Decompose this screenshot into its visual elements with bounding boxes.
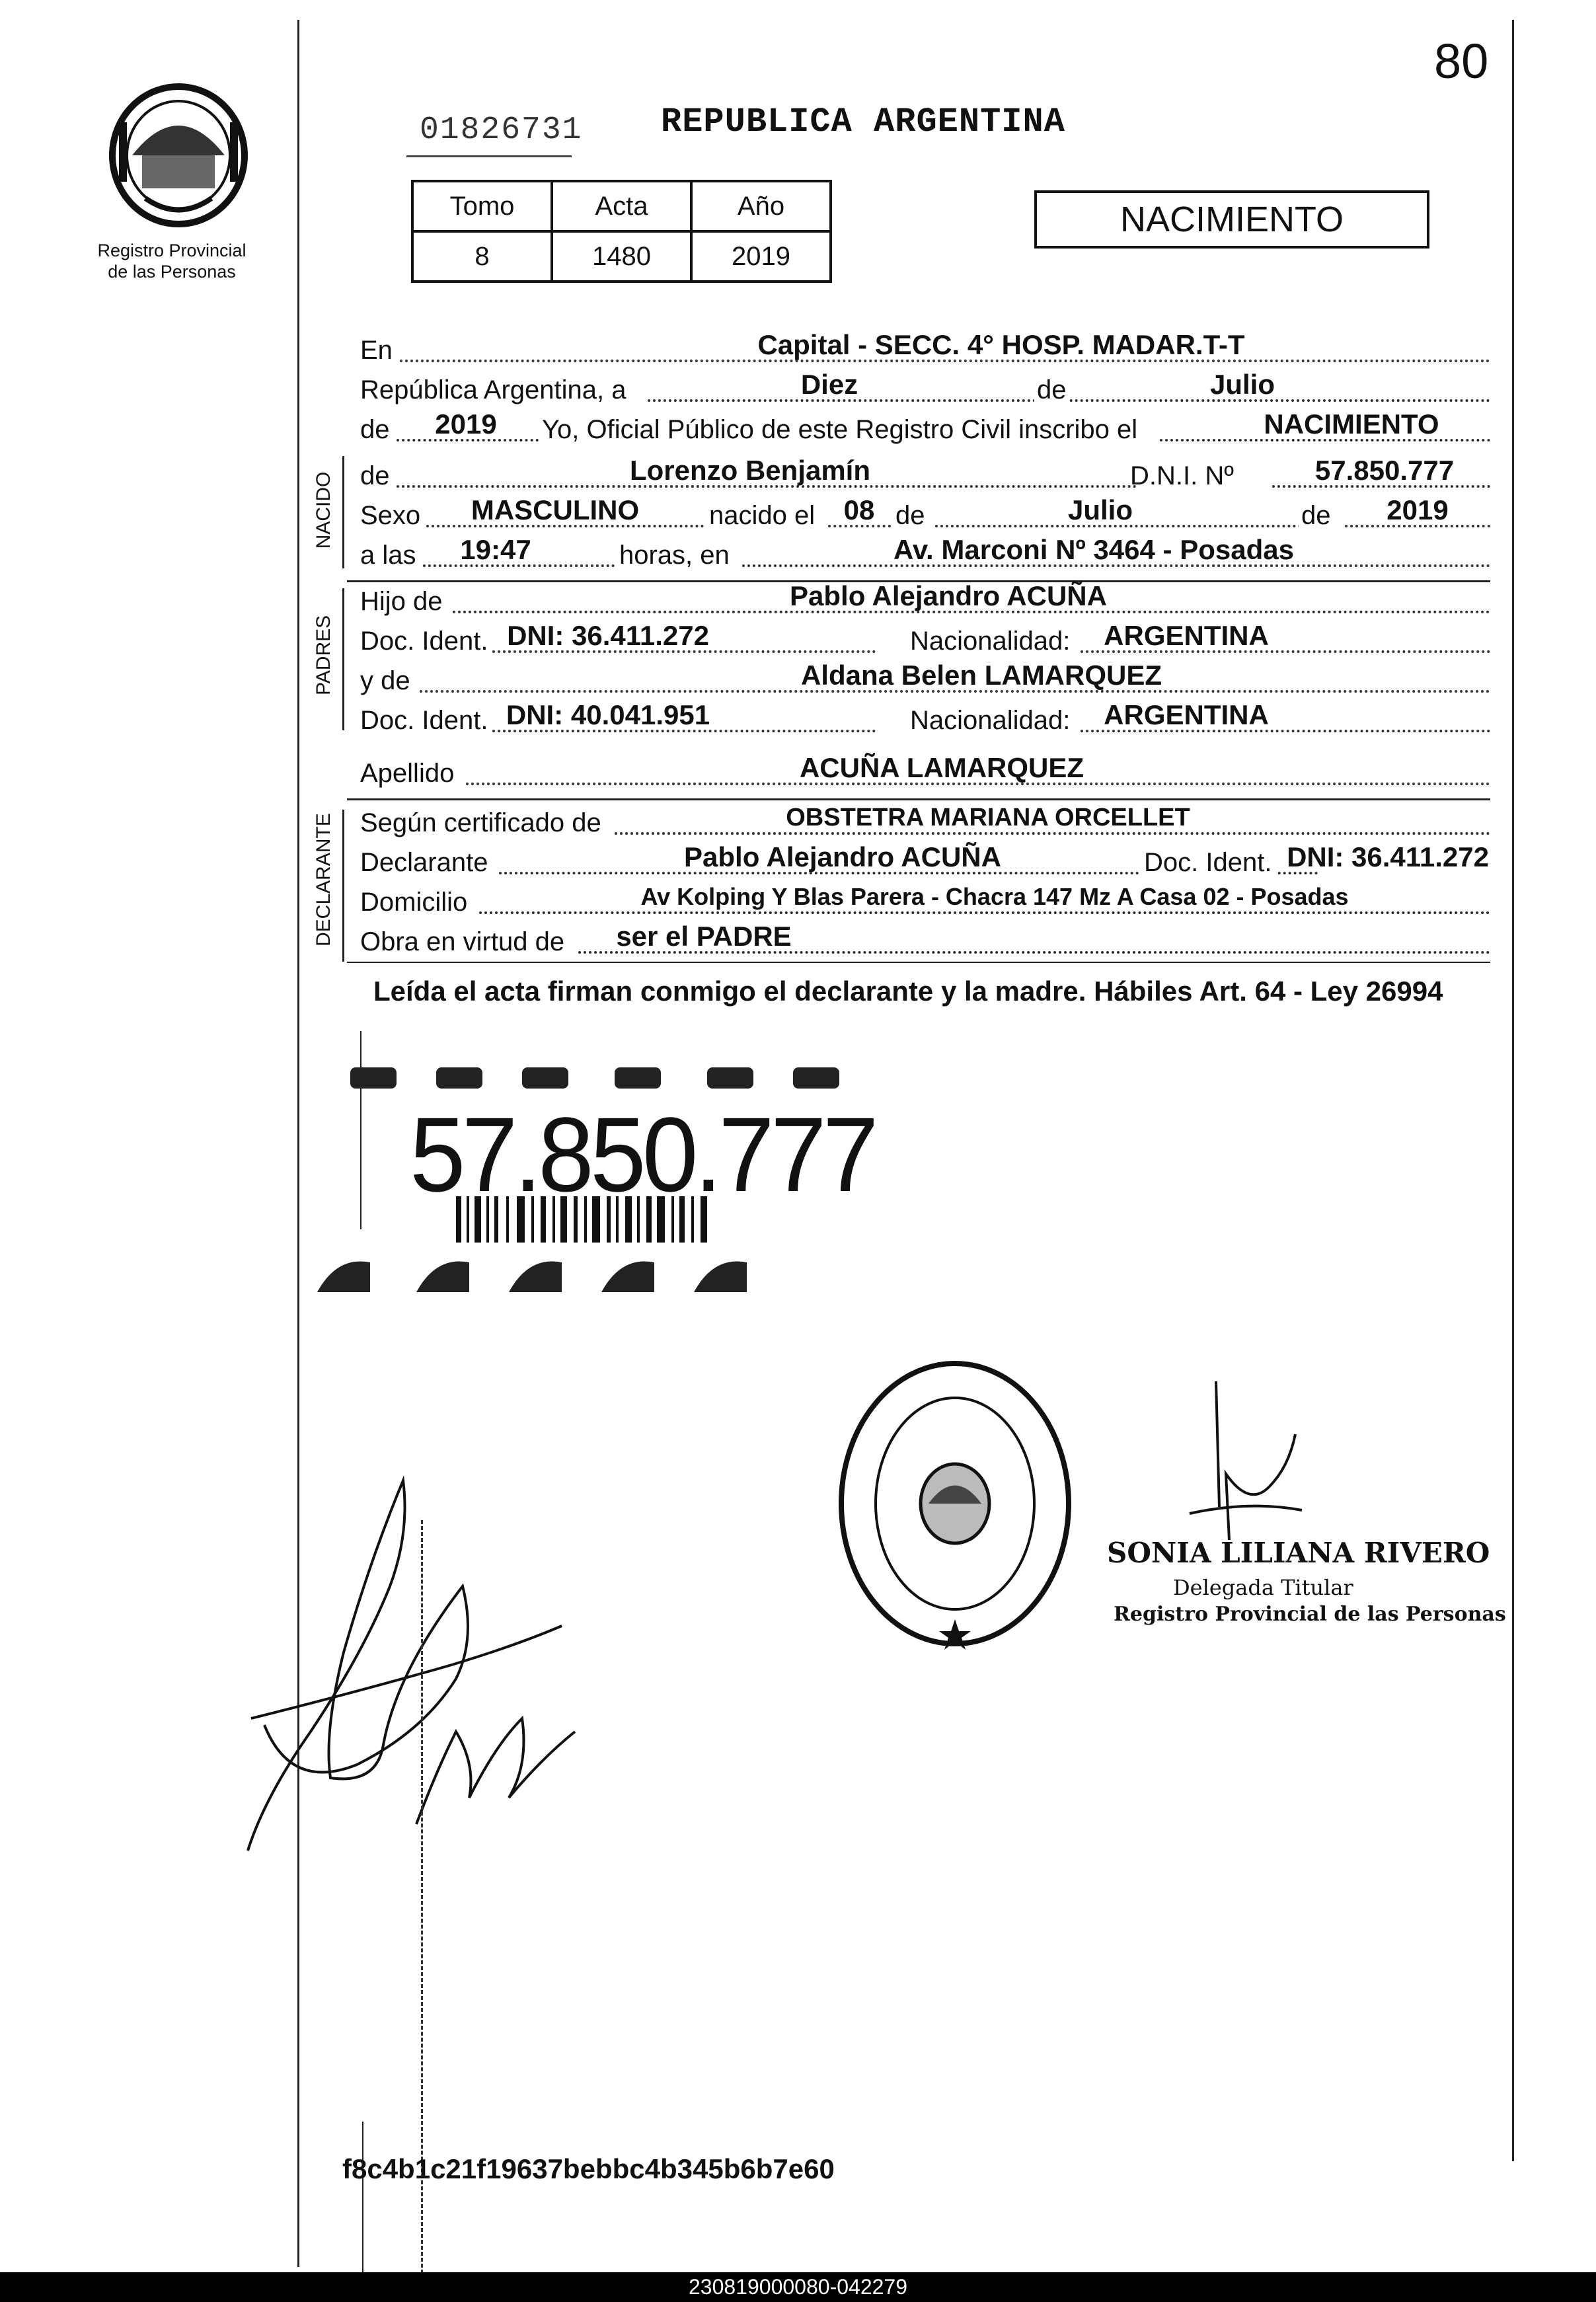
section-rule <box>347 962 1490 963</box>
value-obra: ser el PADRE <box>616 921 792 952</box>
sticker-number: 57.850.777 <box>410 1095 875 1213</box>
registry-value-row <box>412 231 831 282</box>
label-certificado: Según certificado de <box>360 808 601 837</box>
label-officer: Yo, Oficial Público de este Registro Civil inscribo el <box>542 415 1138 444</box>
label-doc: Doc. Ident. <box>360 627 488 656</box>
label-sexo: Sexo <box>360 501 421 530</box>
row-obra <box>360 922 1490 962</box>
padres-bracket <box>342 588 344 730</box>
value-day: Diez <box>800 369 858 400</box>
value-declarant: Pablo Alejandro ACUÑA <box>684 841 1001 872</box>
serial-underline <box>406 155 572 157</box>
value-inscribes: NACIMIENTO <box>1264 408 1439 440</box>
row-declarant <box>360 843 1490 882</box>
padres-section-label: PADRES <box>313 615 334 695</box>
left-margin-line <box>297 20 299 2267</box>
nacido-bracket <box>342 456 344 568</box>
declarante-section-label: DECLARANTE <box>313 813 334 946</box>
value-mother-doc: DNI: 40.041.951 <box>506 699 710 730</box>
serial-number: 01826731 <box>420 112 583 148</box>
label-domicilio: Domicilio <box>360 888 468 917</box>
logo-caption <box>73 240 271 282</box>
logo-caption-line2: de las Personas <box>108 262 236 282</box>
label-nacionalidad: Nacionalidad: <box>910 627 1071 656</box>
label-a-las: a las <box>360 541 416 570</box>
row-child-name <box>360 456 1490 496</box>
label-de: de <box>1034 370 1069 410</box>
official-org: Registro Provincial de las Personas <box>1114 1603 1506 1626</box>
value-birth-day: 08 <box>843 494 875 525</box>
misiones-province-seal-icon <box>106 83 251 228</box>
label-apellido: Apellido <box>360 759 455 788</box>
logo-caption-line1: Registro Provincial <box>97 241 247 260</box>
dashed-guide <box>360 1031 361 1229</box>
record-type-box: NACIMIENTO <box>1034 190 1429 249</box>
registry-header-acta: Acta <box>552 181 691 231</box>
label-declarante: Declarante <box>360 848 488 877</box>
official-stamp-icon <box>829 1355 1081 1652</box>
row-date <box>360 370 1490 410</box>
label-hijo-de: Hijo de <box>360 587 443 616</box>
value-month: Julio <box>1209 369 1275 400</box>
label-doc-ident: Doc. Ident. <box>1140 843 1275 882</box>
label-republica: República Argentina, a <box>360 375 627 404</box>
footer-code: 230819000080-042279 <box>0 2272 1596 2302</box>
dashed-guide <box>362 2122 363 2274</box>
value-domicilio: Av Kolping Y Blas Parera - Chacra 147 Mz A Casa 02 - Posadas <box>640 883 1349 910</box>
label-doc: Doc. Ident. <box>360 706 488 735</box>
value-birth-address: Av. Marconi Nº 3464 - Posadas <box>893 534 1294 565</box>
label-y-de: y de <box>360 666 410 695</box>
official-signature <box>1170 1375 1342 1560</box>
row-father-doc <box>360 621 1490 661</box>
row-time-place <box>360 535 1490 575</box>
value-child-name: Lorenzo Benjamín <box>629 455 871 486</box>
label-de2: de <box>895 501 925 530</box>
official-role: Delegada Titular <box>1173 1575 1353 1600</box>
value-year: 2019 <box>435 408 497 440</box>
document-hash: f8c4b1c21f19637bebbc4b345b6b7e60 <box>342 2153 835 2184</box>
official-name: SONIA LILIANA RIVERO <box>1107 1537 1490 1569</box>
row-address <box>360 882 1490 922</box>
nacido-section-label: NACIDO <box>313 471 334 549</box>
label-year-de: de <box>360 415 390 444</box>
row-certificate <box>360 803 1490 843</box>
row-year <box>360 410 1490 449</box>
value-father: Pablo Alejandro ACUÑA <box>790 580 1107 611</box>
value-apellido: ACUÑA LAMARQUEZ <box>799 752 1084 783</box>
value-father-nationality: ARGENTINA <box>1104 620 1269 651</box>
row-place <box>360 330 1490 370</box>
closing-note: Leída el acta firman conmigo el declarante y la madre. Hábiles Art. 64 - Ley 26994 <box>373 976 1443 1007</box>
row-mother-doc <box>360 701 1490 740</box>
registry-header-tomo: Tomo <box>412 181 552 231</box>
row-sex-birth <box>360 496 1490 535</box>
row-father <box>360 582 1490 621</box>
right-margin-line <box>1512 20 1514 2161</box>
registry-value-acta: 1480 <box>552 231 691 282</box>
page-number: 80 <box>1434 34 1489 89</box>
registry-value-tomo: 8 <box>412 231 552 282</box>
value-mother: Aldana Belen LAMARQUEZ <box>800 660 1162 691</box>
label-nacionalidad: Nacionalidad: <box>910 706 1071 735</box>
label-dni: D.N.I. Nº <box>1130 461 1234 490</box>
value-birth-year: 2019 <box>1387 494 1449 525</box>
value-child-dni: 57.850.777 <box>1314 455 1455 486</box>
value-time: 19:47 <box>460 534 531 565</box>
value-place: Capital - SECC. 4° HOSP. MADAR.T-T <box>757 329 1245 360</box>
row-mother <box>360 661 1490 701</box>
label-obra: Obra en virtud de <box>360 927 565 956</box>
declarante-bracket <box>342 810 344 962</box>
label-de3: de <box>1299 496 1334 535</box>
registry-table <box>411 180 832 283</box>
label-de: de <box>360 461 390 490</box>
value-sexo: MASCULINO <box>471 494 640 525</box>
label-horas: horas, en <box>619 541 730 570</box>
value-mother-nationality: ARGENTINA <box>1104 699 1269 730</box>
value-declarant-doc: DNI: 36.411.272 <box>1287 841 1489 872</box>
value-father-doc: DNI: 36.411.272 <box>507 620 709 651</box>
label-en: En <box>360 336 393 365</box>
label-nacido-el: nacido el <box>709 501 816 530</box>
registry-value-ano: 2019 <box>691 231 831 282</box>
registry-header-row <box>412 181 831 231</box>
row-apellido <box>360 753 1490 793</box>
page-title: REPUBLICA ARGENTINA <box>661 102 1065 141</box>
value-certificate: OBSTETRA MARIANA ORCELLET <box>786 804 1190 831</box>
value-birth-month: Julio <box>1067 494 1133 525</box>
registry-header-ano: Año <box>691 181 831 231</box>
